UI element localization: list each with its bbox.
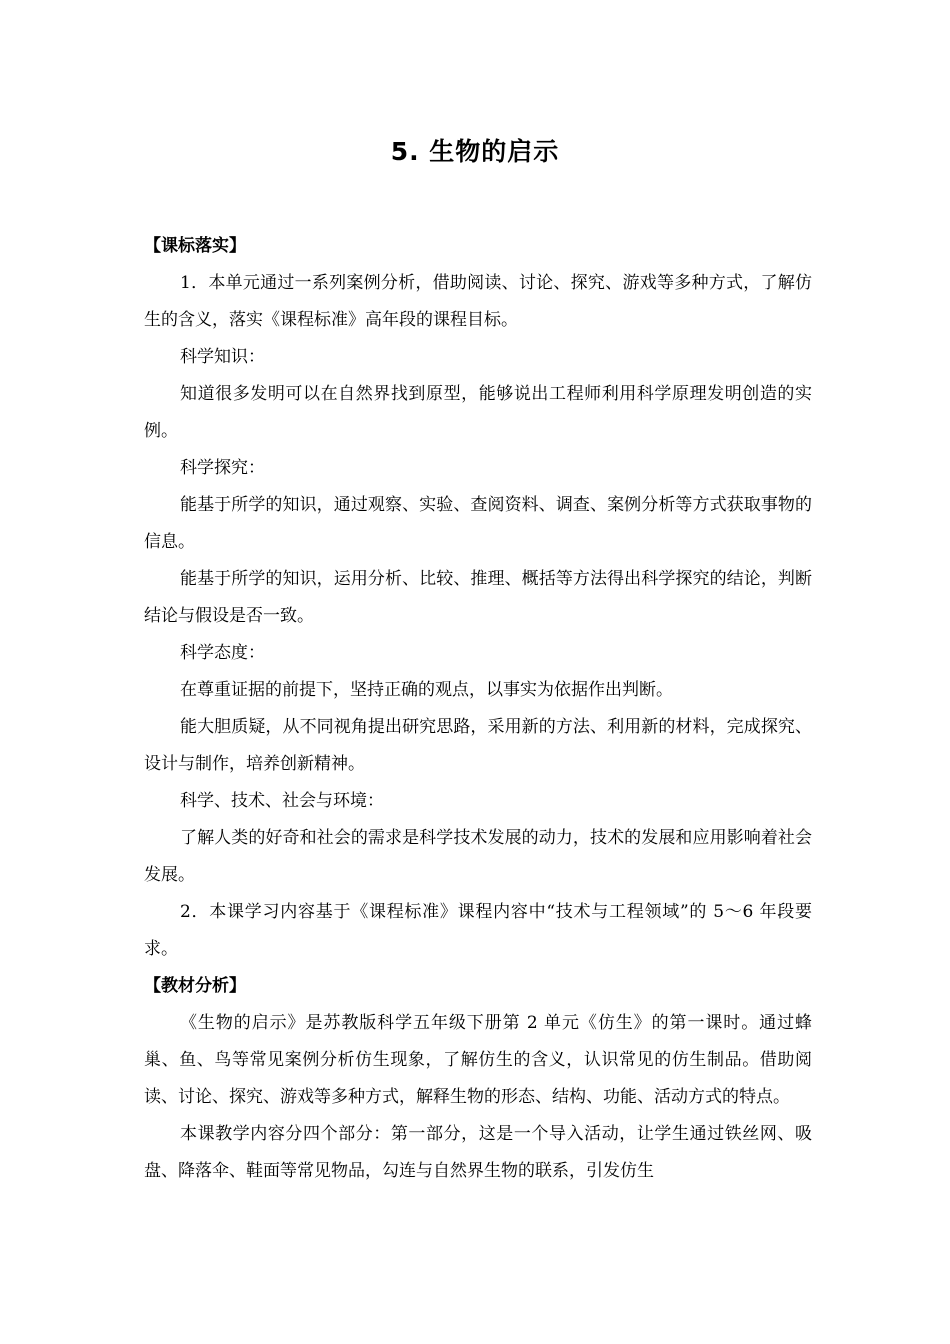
- paragraph: 能基于所学的知识，运用分析、比较、推理、概括等方法得出科学探究的结论，判断结论与假设是否一致。: [144, 569, 812, 626]
- document-body: [144, 228, 812, 1190]
- subheading-inquiry: 科学探究：: [180, 458, 265, 478]
- paragraph: 2．本课学习内容基于《课程标准》课程内容中“技术与工程领域”的 5～6 年段要求。: [144, 902, 812, 959]
- paragraph: 了解人类的好奇和社会的需求是科学技术发展的动力，技术的发展和应用影响着社会发展。: [144, 828, 812, 885]
- paragraph: 《生物的启示》是苏教版科学五年级下册第 2 单元《仿生》的第一课时。通过蜂巢、鱼、鸟等常见案例分析仿生现象，了解仿生的含义，认识常见的仿生制品。借助阅读、讨论、探究、游戏等多种方式，解释生物的形态、结构、功能、活动方式的特点。: [144, 1013, 812, 1107]
- paragraph: 1．本单元通过一系列案例分析，借助阅读、讨论、探究、游戏等多种方式，了解仿生的含义，落实《课程标准》高年段的课程目标。: [144, 273, 812, 330]
- paragraph: 能基于所学的知识，通过观察、实验、查阅资料、调查、案例分析等方式获取事物的信息。: [144, 495, 812, 552]
- section-heading-standards: 【课标落实】: [144, 236, 246, 256]
- subheading-attitude: 科学态度：: [180, 643, 265, 663]
- paragraph: 知道很多发明可以在自然界找到原型，能够说出工程师利用科学原理发明创造的实例。: [144, 384, 812, 441]
- paragraph: 本课教学内容分四个部分：第一部分，这是一个导入活动，让学生通过铁丝网、吸盘、降落伞、鞋面等常见物品，勾连与自然界生物的联系，引发仿生: [144, 1124, 812, 1181]
- paragraph: 在尊重证据的前提下，坚持正确的观点，以事实为依据作出判断。: [180, 680, 673, 700]
- paragraph: 能大胆质疑，从不同视角提出研究思路，采用新的方法、利用新的材料，完成探究、设计与制作，培养创新精神。: [144, 717, 812, 774]
- document-title: 5. 生物的启示: [390, 137, 560, 166]
- section-heading-analysis: 【教材分析】: [144, 976, 246, 996]
- subheading-sts: 科学、技术、社会与环境：: [180, 791, 384, 811]
- subheading-knowledge: 科学知识：: [180, 347, 265, 367]
